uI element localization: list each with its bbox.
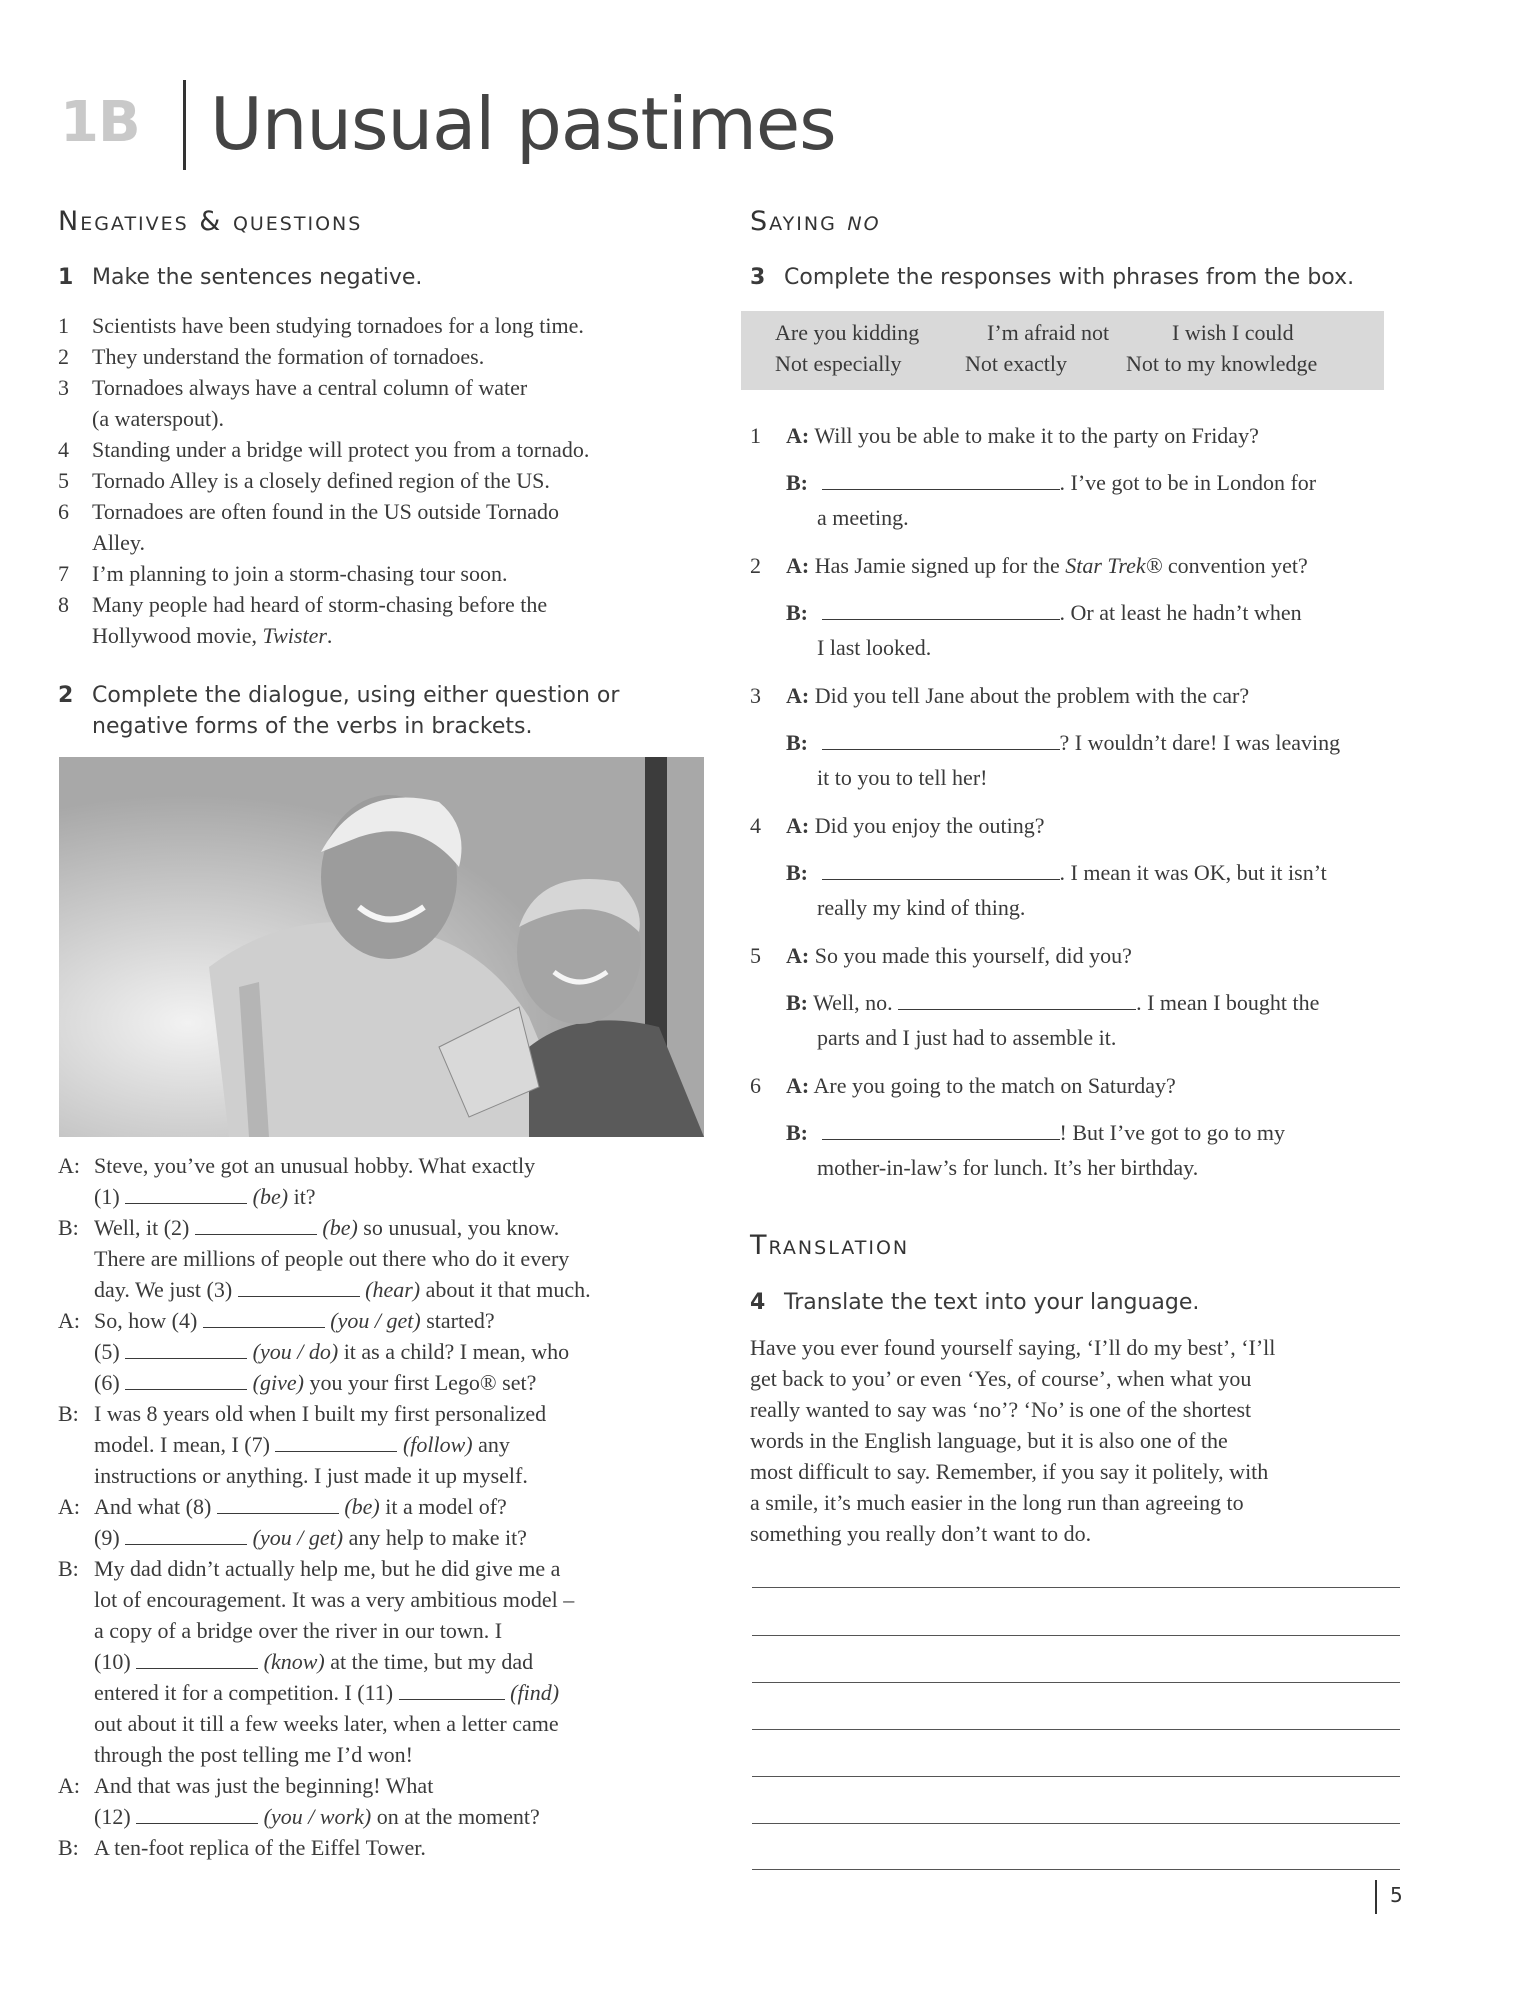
speaker-label: A: [58,1153,80,1178]
response-line: B: . I’ve got to be in London for [786,470,1317,495]
ex2-number: 2 [58,683,74,708]
answer-blank-6[interactable] [125,1371,247,1390]
answer-blank-1[interactable] [125,1185,247,1204]
phrase-option: I’m afraid not [987,320,1110,345]
dialogue-turn: B: A ten-foot replica of the Eiffel Tower. [58,1832,708,1863]
ex2-instruction: 2 Complete the dialogue, using either question or negative forms of the verbs in brackets. [58,680,708,742]
response-blank-6[interactable] [822,1121,1060,1140]
dialogue-turn: B: My dad didn’t actually help me, but he did give me a lot of encouragement. It was a very ambitious model – a copy of a bridge over the river in our town. I (10) (know) at the time, but my dad entered it for a competition. I (11) (find) out about it till a few weeks later, when a letter came through the post telling me I’d won! [58,1553,708,1770]
answer-writing-line[interactable] [752,1635,1400,1636]
page-number: 5 [1390,1883,1403,1907]
list-item: 8 Many people had heard of storm-chasing before the Hollywood movie, Twister. [58,592,548,648]
dialogue-turn: B: Well, it (2) (be) so unusual, you know. There are millions of people out there who do it every day. We just (3) (hear) about it that much. [58,1212,708,1305]
response-blank-3[interactable] [822,731,1060,750]
answer-writing-line[interactable] [752,1729,1400,1730]
answer-writing-line[interactable] [752,1823,1400,1824]
heading-saying-no: Saying no [750,206,881,237]
speaker-label: A: [58,1494,80,1519]
ex1-list [58,310,708,651]
speaker-label: A: [58,1773,80,1798]
ex3-items: 1 A: Will you be able to make it to the party on Friday? B: . I’ve got to be in London for a meeting. 2 A: Has Jamie signed up for the Star Trek® convention yet? B: . Or at least he hadn’t when I last looked. 3 A: Did you tell Jane about the problem with the car? B: ? I wouldn’t dare! I was leaving it to you to tell her! 4 A: Did you enjoy the outing? B: . I mean it was OK, but it isn’t really my kind of thing. 5 A: So you made this yourself, did you? B: Well, no. . I mean I bought the parts and I just had to assemble it. 6 A: Are you going to the match on Saturday? B: ! But I’ve got to go to my mother-in-law’s for lunch. It’s her birthday. [750,420,1410,1200]
translation-text: Have you ever found yourself saying, ‘I’ll do my best’, ‘I’ll get back to you’ or even ‘Yes, of course’, when what you really wanted to say was ‘no’? ‘No’ is one of the shortest words in the English language, but it is also one of the most difficult to say. Remember, if you say it politely, with a smile, it’s much easier in the long run than agreeing to something you really don’t want to do. [750,1335,1276,1546]
speaker-label: B: [58,1215,79,1240]
response-blank-2[interactable] [822,601,1060,620]
speaker-label: B: [58,1835,79,1860]
ex3-instruction: 3 Complete the responses with phrases from the box. [750,262,1354,293]
heading-translation: Translation [750,1230,910,1261]
response-line: B: . Or at least he hadn’t when [786,600,1302,625]
list-item: 6 Tornadoes are often found in the US outside Tornado Alley. [58,499,559,555]
list-item: 5 Tornado Alley is a closely defined region of the US. [58,468,550,493]
ex1-text: Make the sentences negative. [92,265,423,290]
unit-code: 1B [60,90,140,155]
answer-blank-4[interactable] [203,1309,325,1328]
question-line: A: Did you tell Jane about the problem with the car? [786,683,1250,708]
answer-blank-3[interactable] [238,1278,360,1297]
answer-writing-line[interactable] [752,1776,1400,1777]
ex4-number: 4 [750,1290,766,1315]
answer-blank-9[interactable] [125,1526,247,1545]
response-blank-4[interactable] [822,861,1060,880]
heading-negatives-questions: Negatives & questions [58,206,363,237]
dialogue-turn: A: Steve, you’ve got an unusual hobby. What exactly (1) (be) it? [58,1150,708,1212]
title-divider [183,80,186,170]
answer-blank-10[interactable] [136,1650,258,1669]
dialogue-turn: A: And that was just the beginning! What (12) (you / work) on at the moment? [58,1770,708,1832]
page-title: Unusual pastimes [210,82,836,166]
phrase-option: Not especially [775,351,902,376]
list-item: 3 Tornadoes always have a central column of water (a waterspout). [58,375,528,431]
question-line: A: Are you going to the match on Saturday? [786,1073,1176,1098]
response-line: B: Well, no. . I mean I bought the [786,990,1320,1015]
dialogue-turn: B: I was 8 years old when I built my first personalized model. I mean, I (7) (follow) any instructions or anything. I just made it up myself. [58,1398,708,1491]
speaker-label: B: [58,1401,79,1426]
answer-blank-11[interactable] [399,1681,505,1700]
question-line: A: So you made this yourself, did you? [786,943,1132,968]
response-blank-5[interactable] [898,991,1136,1010]
response-blank-1[interactable] [822,471,1060,490]
ex4-instruction: 4 Translate the text into your language. [750,1287,1199,1318]
list-item: 2 They understand the formation of tornadoes. [58,344,485,369]
ex3-number: 3 [750,265,766,290]
question-line: A: Will you be able to make it to the party on Friday? [786,423,1259,448]
answer-blank-8[interactable] [217,1495,339,1514]
phrase-option: Not to my knowledge [1126,351,1318,376]
response-line: B: ? I wouldn’t dare! I was leaving [786,730,1341,755]
list-item: 4 Standing under a bridge will protect you from a tornado. [58,437,590,462]
answer-blank-12[interactable] [136,1805,258,1824]
phrase-option: Are you kidding [775,320,920,345]
question-line: A: Has Jamie signed up for the Star Trek® convention yet? [786,553,1308,578]
phrase-option: I wish I could [1172,320,1294,345]
ex1-number: 1 [58,265,74,290]
answer-blank-5[interactable] [125,1340,247,1359]
speaker-label: A: [58,1308,80,1333]
dialogue-turn: A: So, how (4) (you / get) started? (5) (you / do) it as a child? I mean, who (6) (give) you your first Lego® set? [58,1305,708,1398]
answer-writing-line[interactable] [752,1587,1400,1588]
ex2-dialogue [58,1150,708,1863]
list-item: 7 I’m planning to join a storm-chasing tour soon. [58,561,508,586]
dialogue-turn: A: And what (8) (be) it a model of? (9) (you / get) any help to make it? [58,1491,708,1553]
response-line: B: . I mean it was OK, but it isn’t [786,860,1327,885]
phrase-box [741,311,1384,390]
answer-blank-2[interactable] [195,1216,317,1235]
ex1-instruction [58,262,422,293]
response-line: B: ! But I’ve got to go to my [786,1120,1285,1145]
speaker-label: B: [58,1556,79,1581]
photo-illustration [59,757,704,1137]
phrase-option: Not exactly [965,351,1068,376]
answer-writing-line[interactable] [752,1869,1400,1870]
list-item: 1 Scientists have been studying tornadoes for a long time. [58,313,584,338]
answer-blank-7[interactable] [275,1433,397,1452]
answer-writing-line[interactable] [752,1682,1400,1683]
page-number-divider [1375,1880,1377,1914]
question-line: A: Did you enjoy the outing? [786,813,1045,838]
photo-grandfather-and-boy [59,757,704,1137]
